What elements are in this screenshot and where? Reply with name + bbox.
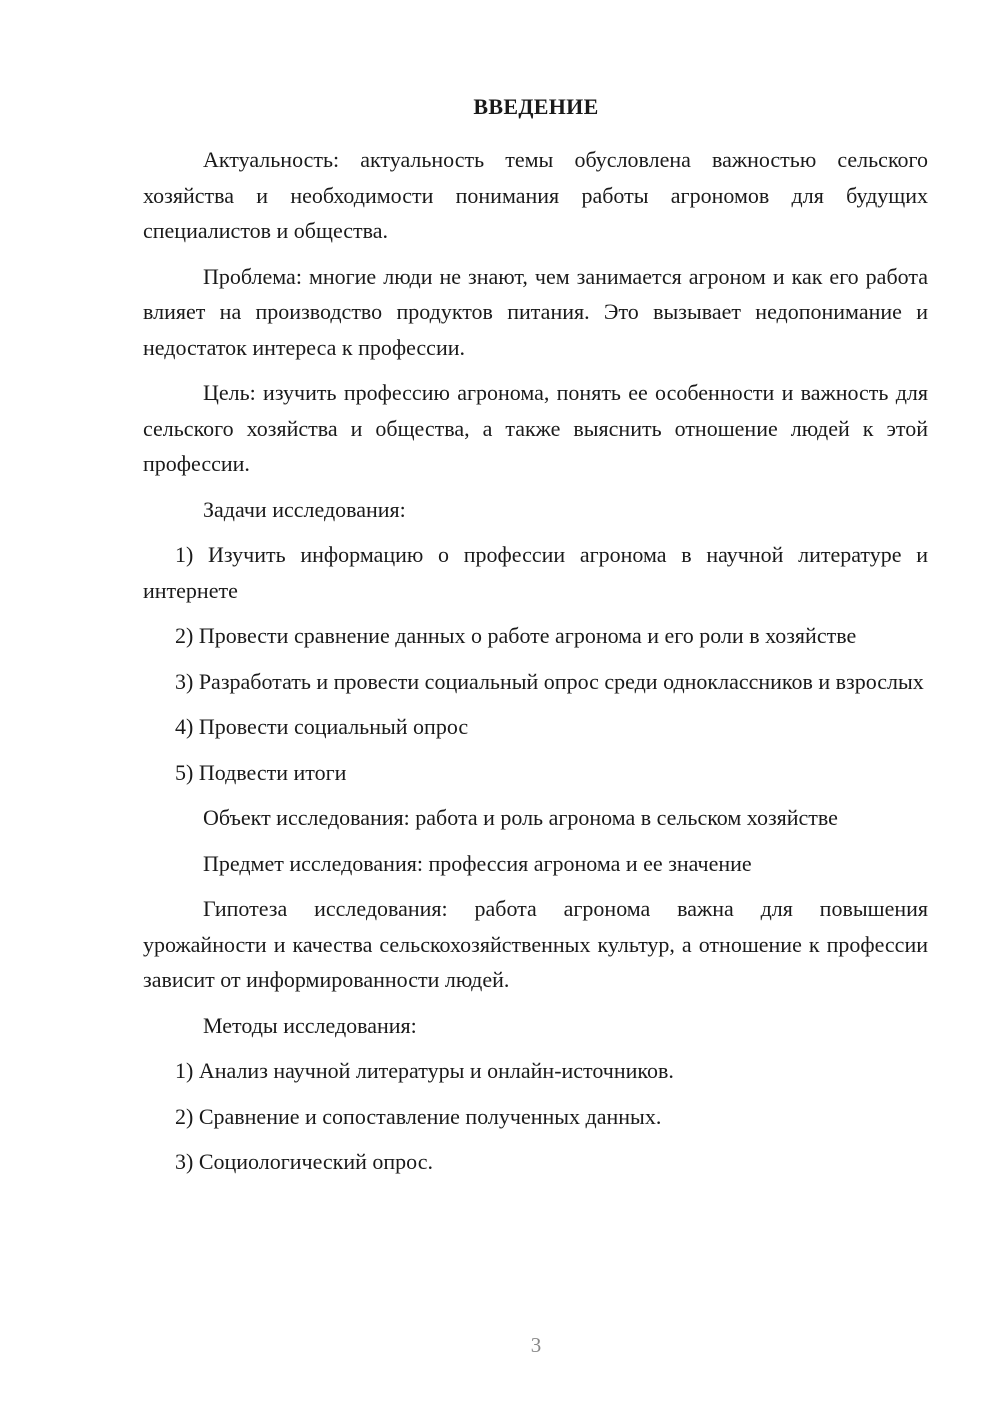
body-text [143, 142, 928, 1190]
method-item: 3) Социологический опрос. [175, 1149, 433, 1174]
paragraph-methods-heading: Методы исследования: [203, 1012, 417, 1038]
task-item: 5) Подвести итоги [175, 759, 347, 785]
page-number: 3 [530, 1333, 542, 1357]
task-item: 1) Изучить информацию о профессии агронома в научной литературе и интернете [143, 542, 928, 603]
paragraph-problem: Проблема: многие люди не знают, чем занимается агроном и как его работа влияет на производство продуктов питания. Это вызывает недопонимание и недостаток интереса к профессии. [143, 263, 928, 360]
method-item: 1) Анализ научной литературы и онлайн-источников. [175, 1058, 674, 1083]
paragraph-object: Объект исследования: работа и роль агронома в сельском хозяйстве [203, 805, 838, 830]
task-item: 2) Провести сравнение данных о работе агронома и его роли в хозяйстве [175, 623, 857, 648]
task-item: 4) Провести социальный опрос [175, 714, 469, 739]
task-item: 3) Разработать и провести социальный опрос среди одноклассников и взрослых [175, 668, 924, 694]
paragraph-hypothesis: Гипотеза исследования: работа агронома важна для повышения урожайности и качества сельскохозяйственных культур, а отношение к профессии зависит от информированности людей. [143, 896, 928, 992]
paragraph-goal: Цель: изучить профессию агронома, понять ее особенности и важность для сельского хозяйства и общества, а также выяснить отношение людей к этой профессии. [143, 380, 928, 476]
paragraph-tasks-heading: Задачи исследования: [203, 496, 406, 522]
paragraph-relevance: Актуальность: актуальность темы обусловлена важностью сельского хозяйства и необходимости понимания работы агрономов для будущих специалистов и общества. [143, 147, 928, 243]
paragraph-subject: Предмет исследования: профессия агронома и ее значение [203, 850, 752, 876]
method-item: 2) Сравнение и сопоставление полученных данных. [175, 1103, 662, 1129]
section-heading: ВВЕДЕНИЕ [473, 94, 599, 119]
